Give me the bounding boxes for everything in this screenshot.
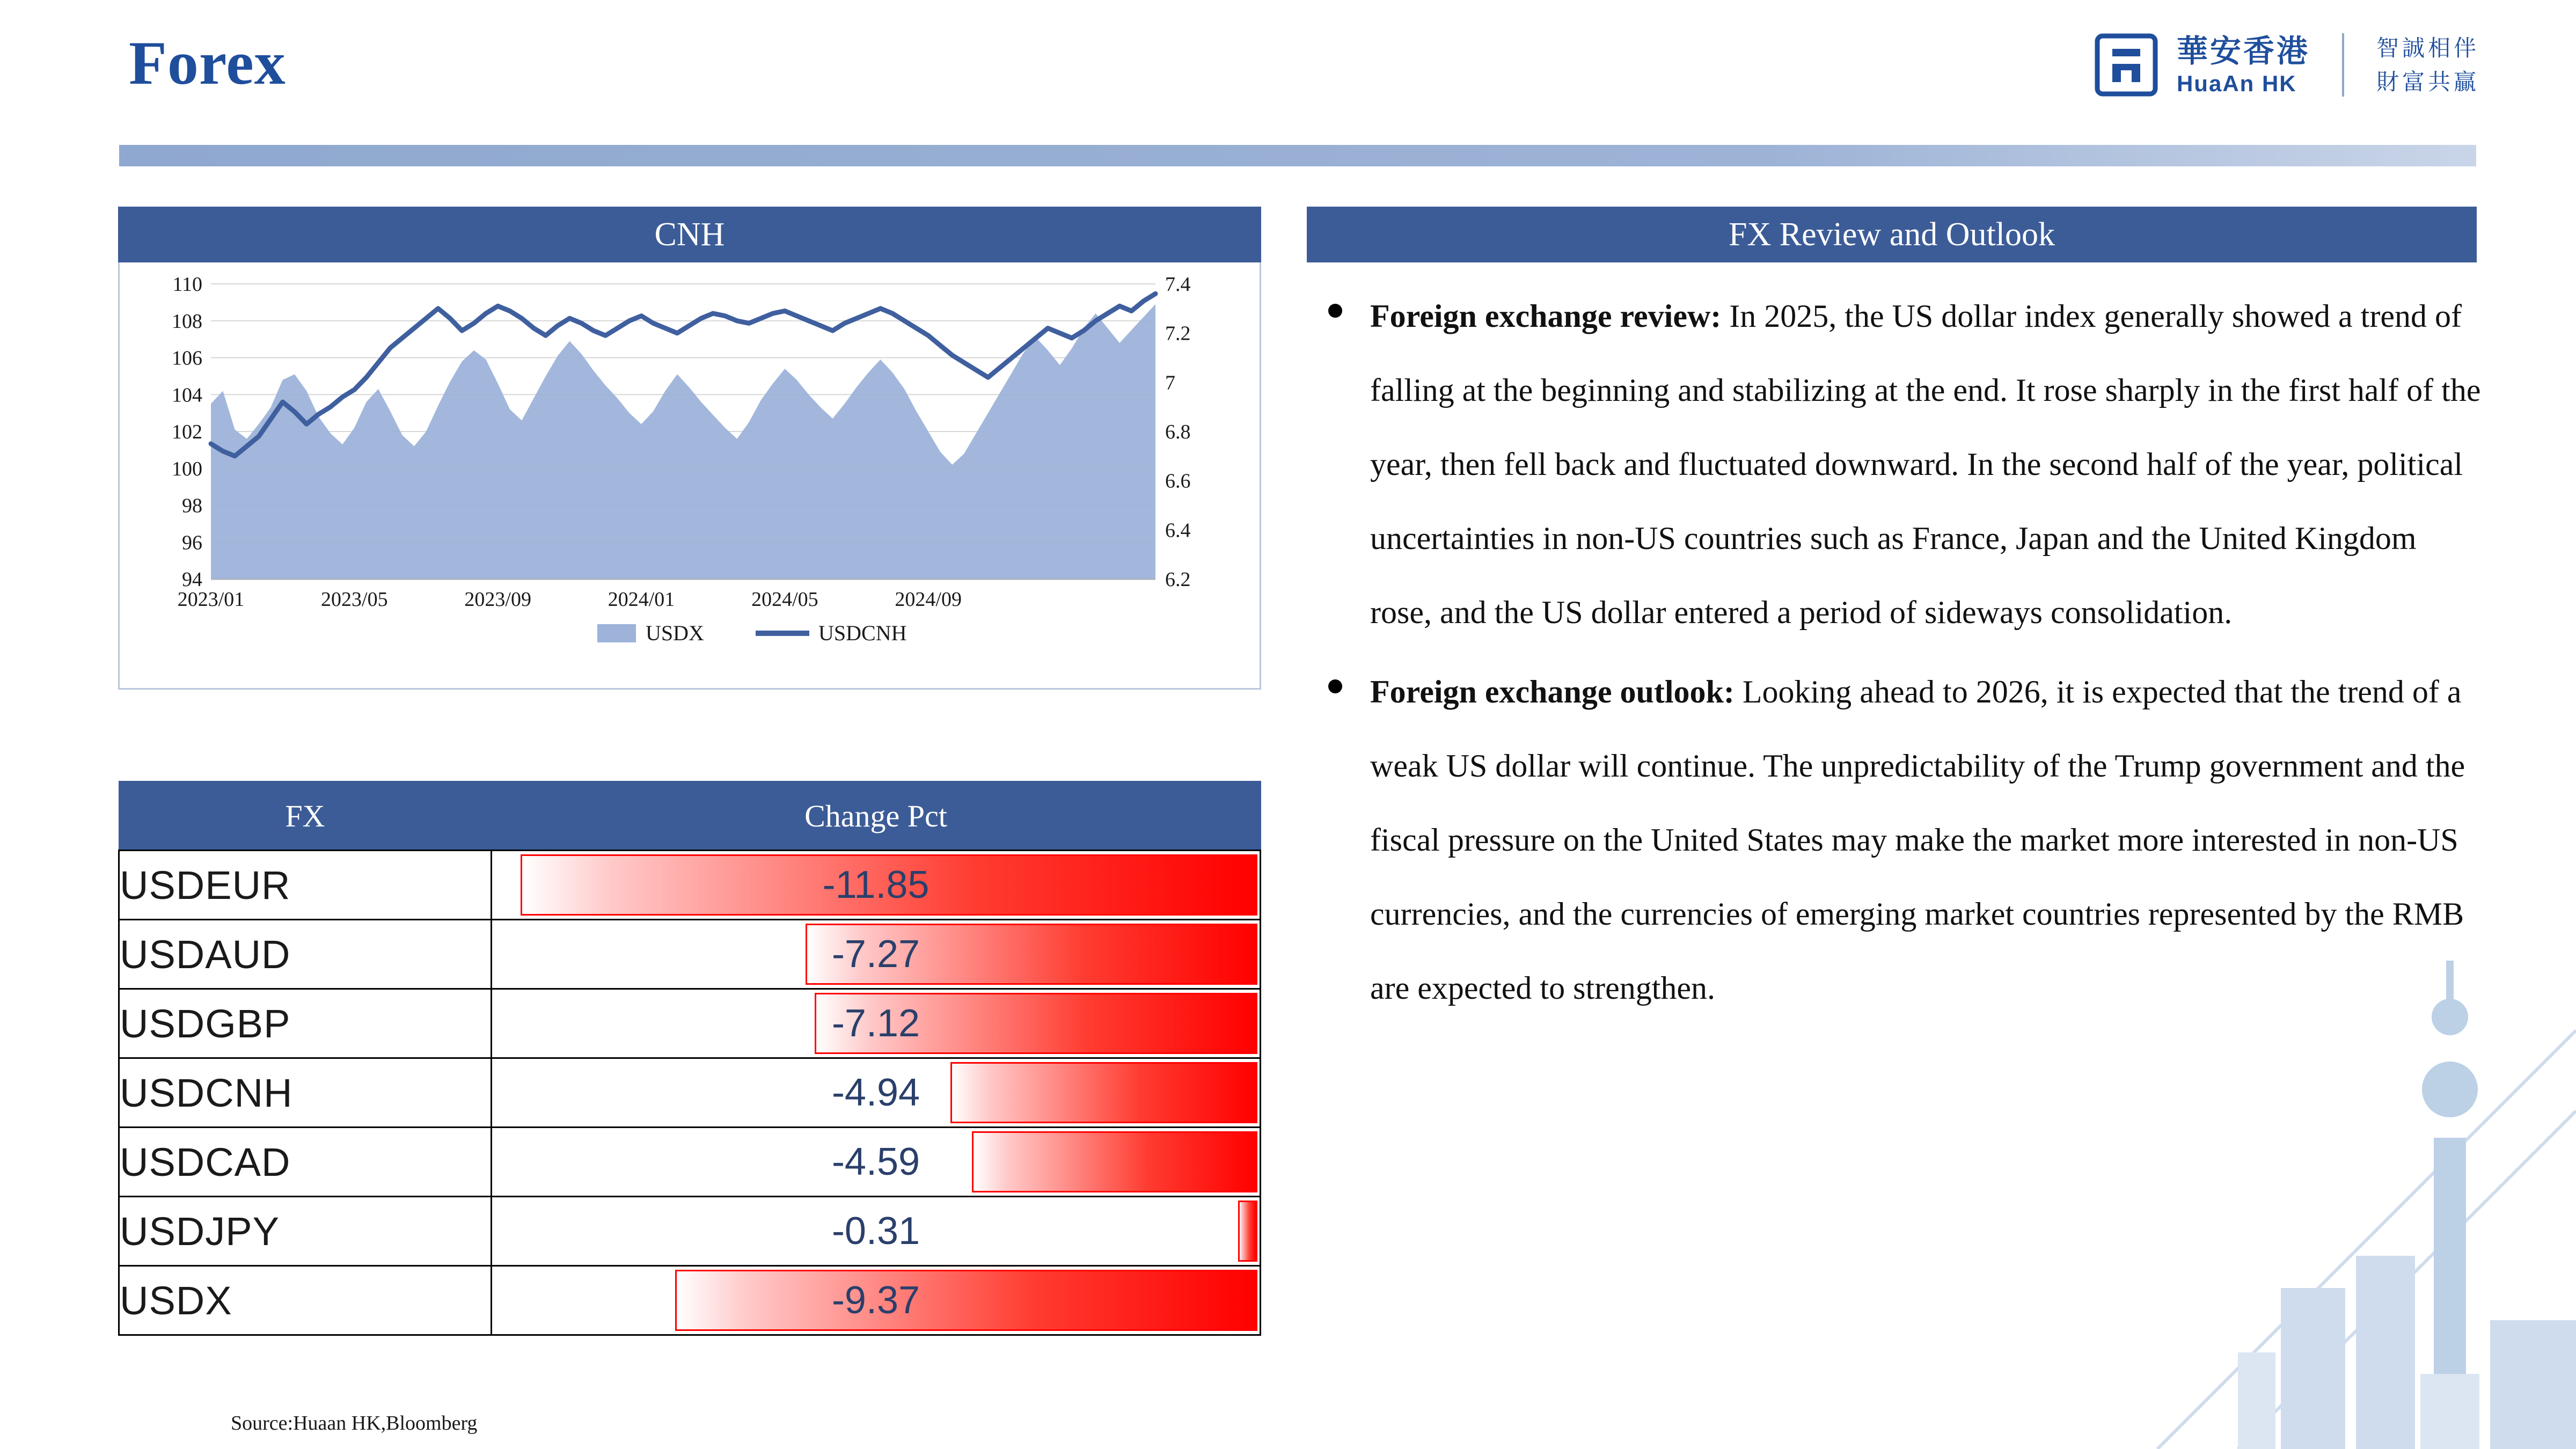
paragraph-lead: Foreign exchange review: (1370, 298, 1722, 334)
svg-text:100: 100 (172, 457, 202, 480)
source-note: Source:Huaan HK,Bloomberg (231, 1412, 478, 1435)
outlook-paragraph (1328, 279, 2482, 649)
svg-text:108: 108 (172, 310, 202, 333)
svg-text:2023/01: 2023/01 (177, 588, 245, 611)
svg-text:7.4: 7.4 (1165, 273, 1191, 296)
table-row (119, 920, 1261, 989)
change-pct-bar-cell (492, 989, 1261, 1058)
page-title: Forex (129, 29, 286, 98)
change-pct-bar-cell (492, 920, 1261, 989)
svg-text:102: 102 (172, 421, 202, 443)
cnh-chart (120, 262, 1260, 688)
logo-chinese-name: 華安香港 (2176, 33, 2310, 69)
change-pct-bar-cell (492, 1197, 1261, 1266)
fx-pair-name: USDCNH (119, 1058, 492, 1128)
paragraph-body: In 2025, the US dollar index generally showed a trend of falling at the beginning and stabilizing at the end. It rose sharply in the first half of the year, then fell back and fluctuated downward. In the second half of the year, political uncertainties in non-US countries such as France, Japan and the United Kingdom rose, and the US dollar entered a period of sideways consolidation. (1370, 298, 2481, 630)
change-pct-value: -7.27 (831, 933, 920, 976)
svg-text:96: 96 (182, 531, 202, 554)
huaan-logo-icon (2094, 33, 2158, 97)
table-row (119, 1266, 1261, 1335)
slogan-line-1: 智誠相伴 (2376, 35, 2479, 61)
outlook-body (1328, 279, 2482, 1030)
svg-text:USDX: USDX (646, 621, 704, 645)
svg-text:98: 98 (182, 494, 202, 517)
svg-text:6.8: 6.8 (1165, 421, 1191, 443)
table-row (119, 989, 1261, 1058)
logo-divider (2342, 33, 2344, 97)
svg-text:2024/09: 2024/09 (895, 588, 962, 611)
fx-pair-name: USDJPY (119, 1197, 492, 1266)
fx-pair-name: USDX (119, 1266, 492, 1335)
svg-text:104: 104 (172, 384, 202, 407)
header-accent-bar (119, 145, 2476, 166)
change-pct-value: -4.94 (831, 1071, 920, 1114)
change-pct-value: -0.31 (831, 1210, 920, 1253)
change-pct-bar-cell (492, 1128, 1261, 1197)
bullet-icon (1328, 679, 1342, 693)
table-row (119, 851, 1261, 920)
change-pct-value: -9.37 (831, 1279, 920, 1322)
paragraph-body: Looking ahead to 2026, it is expected that the trend of a weak US dollar will continue. The unpredictability of the Trump government and the fiscal pressure on the United States may make the market more interested in non-US currencies, and the currencies of emerging market countries represented by the RMB are expected to strengthen. (1370, 674, 2465, 1006)
svg-text:110: 110 (172, 273, 202, 296)
fx-pair-name: USDCAD (119, 1128, 492, 1197)
fx-pair-name: USDEUR (119, 851, 492, 920)
fx-change-table (118, 781, 1261, 1336)
svg-text:6.4: 6.4 (1165, 519, 1191, 542)
svg-text:7: 7 (1165, 371, 1175, 394)
fx-pair-name: USDAUD (119, 920, 492, 989)
change-pct-value: -11.85 (822, 863, 930, 906)
svg-text:6.2: 6.2 (1165, 568, 1191, 591)
outlook-paragraph (1328, 655, 2482, 1025)
svg-text:2023/05: 2023/05 (321, 588, 388, 611)
table-row (119, 1058, 1261, 1128)
slogan-line-2: 財富共贏 (2376, 69, 2479, 95)
svg-text:6.6: 6.6 (1165, 470, 1191, 493)
outlook-title: FX Review and Outlook (1307, 207, 2477, 262)
svg-text:2024/05: 2024/05 (751, 588, 818, 611)
logo-text (2177, 34, 2310, 96)
column-header-change-pct: Change Pct (492, 781, 1261, 851)
table-row (119, 1128, 1261, 1197)
svg-text:106: 106 (172, 347, 202, 370)
svg-text:2024/01: 2024/01 (608, 588, 675, 611)
fx-pair-name: USDGBP (119, 989, 492, 1058)
change-pct-bar-cell (492, 851, 1261, 920)
svg-text:94: 94 (182, 568, 202, 591)
table-header-row (119, 781, 1261, 851)
change-pct-bar-cell (492, 1058, 1261, 1128)
svg-text:7.2: 7.2 (1165, 322, 1191, 345)
svg-text:USDCNH: USDCNH (818, 621, 907, 645)
table-row (119, 1197, 1261, 1266)
paragraph-lead: Foreign exchange outlook: (1370, 674, 1735, 709)
svg-text:2023/09: 2023/09 (464, 588, 531, 611)
column-header-fx: FX (119, 781, 492, 851)
brand-logo (2094, 31, 2479, 99)
chart-title: CNH (118, 207, 1261, 262)
change-pct-value: -7.12 (831, 1002, 920, 1045)
logo-english-name: HuaAn HK (2176, 70, 2297, 96)
logo-slogan (2376, 31, 2479, 99)
change-pct-value: -4.59 (831, 1140, 920, 1183)
change-pct-bar-cell (492, 1266, 1261, 1335)
bullet-icon (1328, 304, 1342, 318)
